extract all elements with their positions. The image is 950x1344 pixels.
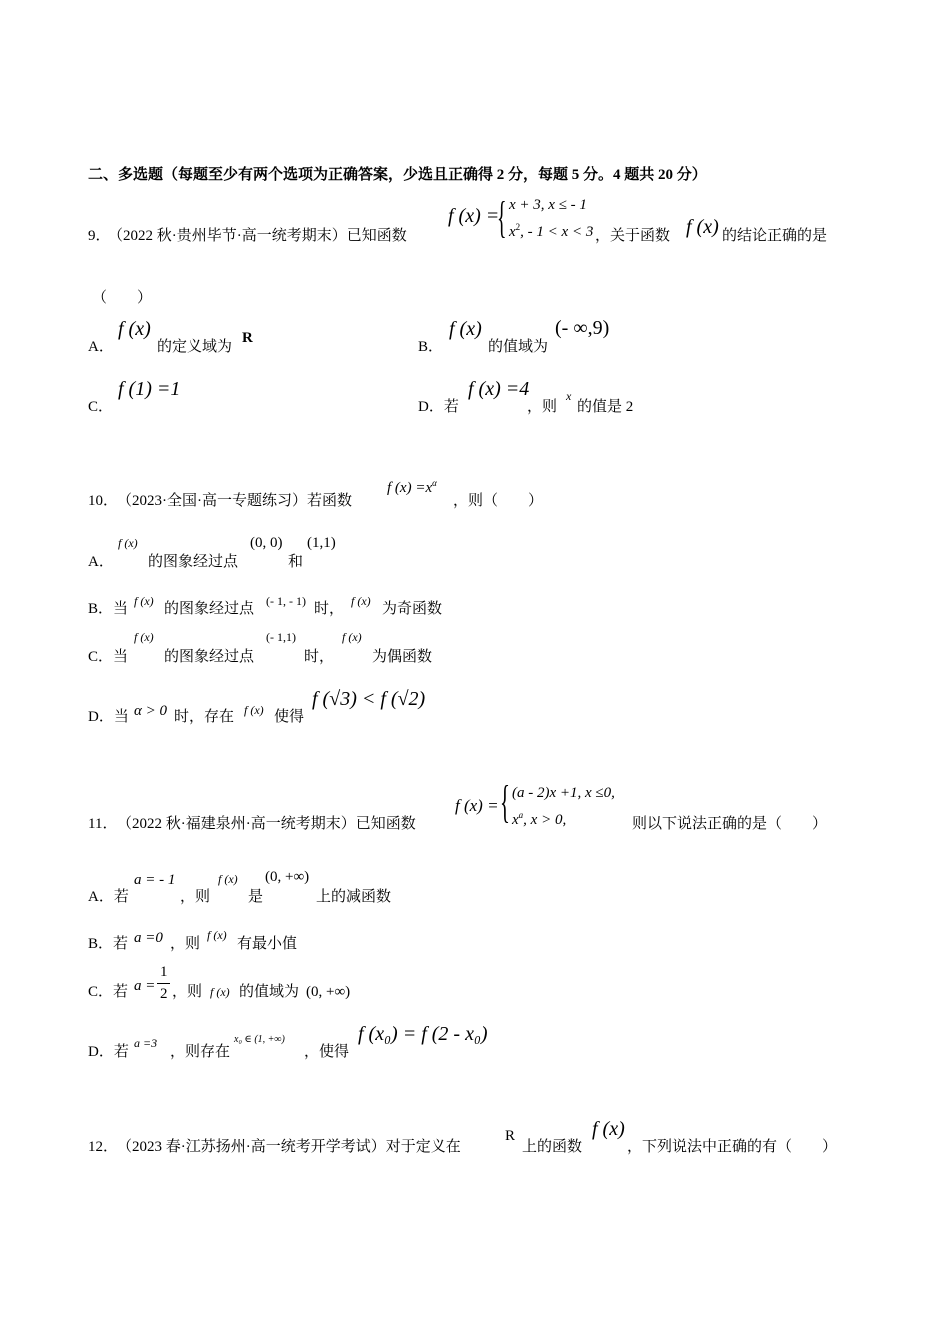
q10-option-b-point: (- 1, - 1) xyxy=(266,594,306,608)
q9-option-d-end: 的值是 2 xyxy=(577,399,634,415)
q9-option-a-fx: f (x) xyxy=(118,318,151,340)
q10-option-d-inequality: f (√3) < f (√2) xyxy=(312,688,426,710)
q9-option-b-label: B． xyxy=(418,339,444,355)
q10-option-b-text: 的图象经过点 xyxy=(164,601,255,617)
q11-option-c-denominator: 2 xyxy=(160,986,168,1002)
q11-option-c-a: a = xyxy=(134,978,156,994)
q11-option-c-range: (0, +∞) xyxy=(306,984,351,1000)
q9-answer-paren: （ ） xyxy=(92,290,153,306)
q10-number: 10． xyxy=(88,493,119,509)
q11-option-d-x0: x₀ ∈ (1, +∞) xyxy=(234,1034,285,1045)
q12-R: R xyxy=(505,1128,516,1144)
q9-stem-mid: ，关于函数 xyxy=(595,228,671,244)
q11-option-c-fx: f (x) xyxy=(210,985,230,999)
q11-option-c-then: ，则 xyxy=(172,984,203,1000)
q9-brace: { xyxy=(497,193,507,242)
q9-option-d-label: D．若 xyxy=(418,399,459,415)
q10-option-d-fx: f (x) xyxy=(244,703,264,717)
q11-option-d-equation: f (x₀) = f (2 - x₀) xyxy=(358,1023,488,1045)
q10-option-a-label: A． xyxy=(88,554,114,570)
q9-option-a-label: A． xyxy=(88,339,114,355)
q9-stem-fx: f (x) xyxy=(686,216,719,238)
q9-option-d-mid: ，则 xyxy=(527,399,558,415)
q10-option-a-point-2: (1,1) xyxy=(307,535,336,551)
q11-option-c-fraction-bar xyxy=(157,983,170,984)
q12-mid: 上的函数 xyxy=(522,1139,583,1155)
q10-tail: ，则（ ） xyxy=(453,493,544,509)
q11-func-lhs: f (x) = xyxy=(455,796,499,815)
q11-option-a-interval: (0, +∞) xyxy=(265,869,310,885)
q10-option-c-text: 的图象经过点 xyxy=(164,649,255,665)
q10-option-b-when: 时， xyxy=(314,601,345,617)
q9-option-c-expr: f (1) =1 xyxy=(118,378,181,400)
q10-option-c-end: 为偶函数 xyxy=(372,649,433,665)
q11-option-a-fx: f (x) xyxy=(218,872,238,886)
q10-option-d-condition: α > 0 xyxy=(134,703,167,719)
q9-option-a-R: R xyxy=(242,330,253,346)
q10-option-b-end: 为奇函数 xyxy=(382,601,443,617)
q9-stem-end: 的结论正确的是 xyxy=(722,228,828,244)
q9-option-d-x: x xyxy=(566,389,572,403)
q12-fx: f (x) xyxy=(592,1118,625,1140)
q10-option-c-fx: f (x) xyxy=(134,630,154,644)
q10-option-a-and: 和 xyxy=(288,554,304,570)
q10-option-d-text-2: 使得 xyxy=(274,709,305,725)
q11-source: （2022 秋·福建泉州·高一统考期末）已知函数 xyxy=(117,816,416,832)
q9-number: 9． xyxy=(88,228,111,244)
q11-option-d-condition: a =3 xyxy=(134,1036,158,1050)
q12-source: （2023 春·江苏扬州·高一统考开学考试）对于定义在 xyxy=(117,1139,461,1155)
q10-option-c-fx-2: f (x) xyxy=(342,630,362,644)
q10-option-a-text: 的图象经过点 xyxy=(148,554,239,570)
q11-option-b-condition: a =0 xyxy=(134,930,163,946)
q12-number: 12． xyxy=(88,1139,119,1155)
q11-case-1: (a - 2)x +1, x ≤0, xyxy=(512,785,615,801)
q11-option-a-is: 是 xyxy=(248,889,264,905)
q9-option-d-expr: f (x) =4 xyxy=(468,378,530,400)
q11-option-b-end: 有最小值 xyxy=(237,936,298,952)
q11-option-c-numerator: 1 xyxy=(160,964,168,980)
q10-option-a-point-1: (0, 0) xyxy=(250,535,283,551)
q11-option-b-label: B．若 xyxy=(88,936,129,952)
q10-option-a-fx: f (x) xyxy=(118,536,138,550)
q9-source: （2022 秋·贵州毕节·高一统考期末）已知函数 xyxy=(108,228,407,244)
q9-option-b-range: (- ∞,9) xyxy=(555,317,610,339)
q11-option-d-label: D．若 xyxy=(88,1044,129,1060)
q9-option-b-fx: f (x) xyxy=(449,318,482,340)
q11-option-d-text: ，则存在 xyxy=(170,1044,231,1060)
q11-option-a-end: 上的减函数 xyxy=(316,889,392,905)
q11-option-a-label: A．若 xyxy=(88,889,129,905)
q11-option-d-text-2: ，使得 xyxy=(304,1044,350,1060)
q9-case-1: x + 3, x ≤ - 1 xyxy=(509,197,587,213)
q10-option-b-fx: f (x) xyxy=(134,594,154,608)
q10-option-b-fx-2: f (x) xyxy=(351,594,371,608)
q11-option-c-text: 的值域为 xyxy=(239,984,300,1000)
q12-tail: ，下列说法中正确的有（ ） xyxy=(627,1139,838,1155)
q9-option-b-text: 的值域为 xyxy=(488,339,549,355)
q10-source: （2023·全国·高一专题练习）若函数 xyxy=(117,493,352,509)
q10-option-c-label: C．当 xyxy=(88,649,129,665)
q11-number: 11． xyxy=(88,816,118,832)
q10-option-d-text: 时，存在 xyxy=(174,709,235,725)
q11-case-2: $x^a$, x > 0, xyxy=(512,810,567,828)
q11-tail: 则以下说法正确的是（ ） xyxy=(632,816,828,832)
q11-option-a-then: ，则 xyxy=(180,889,211,905)
q9-option-c-label: C． xyxy=(88,399,114,415)
q11-option-b-then: ，则 xyxy=(170,936,201,952)
q9-option-a-text: 的定义域为 xyxy=(157,339,233,355)
q10-option-c-point: (- 1,1) xyxy=(266,630,296,644)
section-title: 二、多选题（每题至少有两个选项为正确答案，少选且正确得 2 分，每题 5 分。4 题共 20 分） xyxy=(88,167,707,183)
q10-func: f $(x) =x^\alpha$ xyxy=(387,478,437,496)
q9-func-lhs: f (x) = xyxy=(448,205,500,227)
q11-option-b-fx: f (x) xyxy=(207,928,227,942)
q9-case-2: $x^2$, - 1 < x < 3 xyxy=(509,222,594,240)
q11-brace: { xyxy=(500,776,510,827)
q11-option-c-label: C．若 xyxy=(88,984,129,1000)
q10-option-c-when: 时， xyxy=(304,649,335,665)
q10-option-d-label: D．当 xyxy=(88,709,129,725)
q10-option-b-label: B．当 xyxy=(88,601,129,617)
q11-option-a-condition: a = - 1 xyxy=(134,872,176,888)
